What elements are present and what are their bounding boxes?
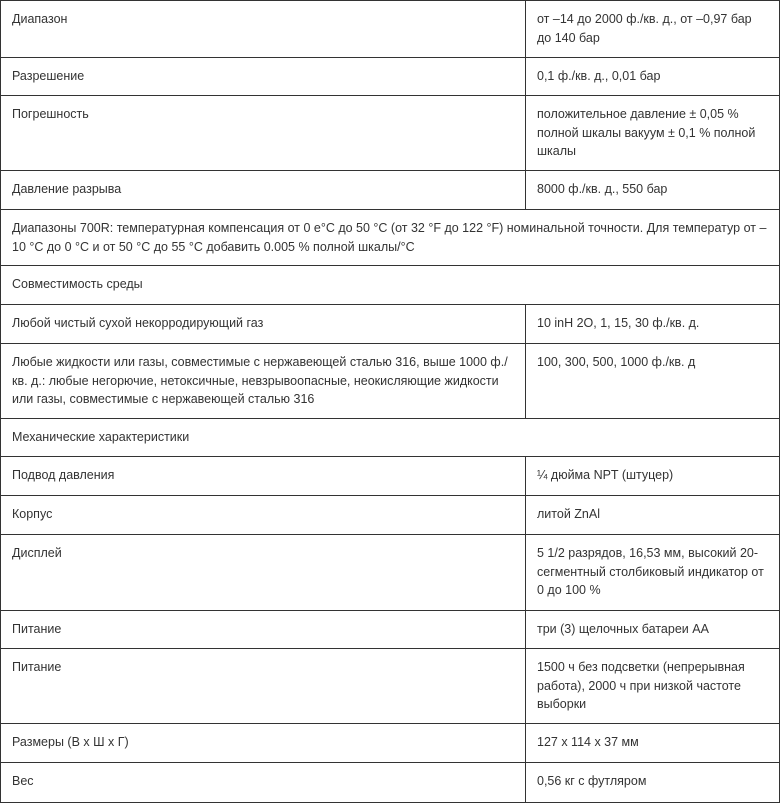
- spec-label: Диапазон: [1, 1, 526, 58]
- table-row: [1, 58, 780, 96]
- spec-value: три (3) щелочных батареи АА: [526, 611, 780, 649]
- spec-label: Питание: [1, 649, 526, 724]
- section-text: Механические характеристики: [1, 419, 780, 457]
- spec-value: 0,56 кг с футляром: [526, 763, 780, 803]
- spec-value: ¼ дюйма NPT (штуцер): [526, 457, 780, 496]
- spec-label: Корпус: [1, 496, 526, 535]
- spec-value: 0,1 ф./кв. д., 0,01 бар: [526, 58, 780, 96]
- spec-label: Любой чистый сухой некорродирующий газ: [1, 305, 526, 344]
- spec-value: 8000 ф./кв. д., 550 бар: [526, 171, 780, 210]
- spec-value: 10 inH 2O, 1, 15, 30 ф./кв. д.: [526, 305, 780, 344]
- spec-label: Разрешение: [1, 58, 526, 96]
- spec-value: положительное давление ± 0,05 % полной шкалы вакуум ± 0,1 % полной шкалы: [526, 96, 780, 171]
- spec-label: Размеры (В x Ш x Г): [1, 724, 526, 763]
- spec-label: Вес: [1, 763, 526, 803]
- table-row: [1, 496, 780, 535]
- table-row: [1, 305, 780, 344]
- spec-value: 127 x 114 x 37 мм: [526, 724, 780, 763]
- spec-value: литой ZnAl: [526, 496, 780, 535]
- spec-value: от –14 до 2000 ф./кв. д., от –0,97 бар до 140 бар: [526, 1, 780, 58]
- spec-value: 5 1/2 разрядов, 16,53 мм, высокий 20-сегментный столбиковый индикатор от 0 до 100 %: [526, 535, 780, 611]
- table-row: [1, 649, 780, 724]
- table-row: [1, 171, 780, 210]
- spec-value: 100, 300, 500, 1000 ф./кв. д: [526, 344, 780, 419]
- table-row: [1, 535, 780, 611]
- spec-label: Подвод давления: [1, 457, 526, 496]
- table-row: [1, 763, 780, 803]
- section-text: Совместимость среды: [1, 266, 780, 305]
- section-row: [1, 419, 780, 457]
- section-text: Диапазоны 700R: температурная компенсация от 0 е°C до 50 °C (от 32 °F до 122 °F) номинальной точности. Для температур от –10 °C до 0 °C и от 50 °C до 55 °C добавить 0.005 % полной шкалы/°C: [1, 210, 780, 266]
- table-row: [1, 724, 780, 763]
- spec-label: Питание: [1, 611, 526, 649]
- section-row: [1, 266, 780, 305]
- section-row: [1, 210, 780, 266]
- spec-value: 1500 ч без подсветки (непрерывная работа), 2000 ч при низкой частоте выборки: [526, 649, 780, 724]
- spec-label: Погрешность: [1, 96, 526, 171]
- table-row: [1, 344, 780, 419]
- table-row: [1, 611, 780, 649]
- spec-label: Давление разрыва: [1, 171, 526, 210]
- table-row: [1, 457, 780, 496]
- spec-label: Дисплей: [1, 535, 526, 611]
- table-row: [1, 96, 780, 171]
- spec-label: Любые жидкости или газы, совместимые с нержавеющей сталью 316, выше 1000 ф./кв. д.: любые негорючие, нетоксичные, невзрывоопасные, неокисляющие жидкости или газы, совместимые с нержавеющей сталью 316: [1, 344, 526, 419]
- table-row: [1, 1, 780, 58]
